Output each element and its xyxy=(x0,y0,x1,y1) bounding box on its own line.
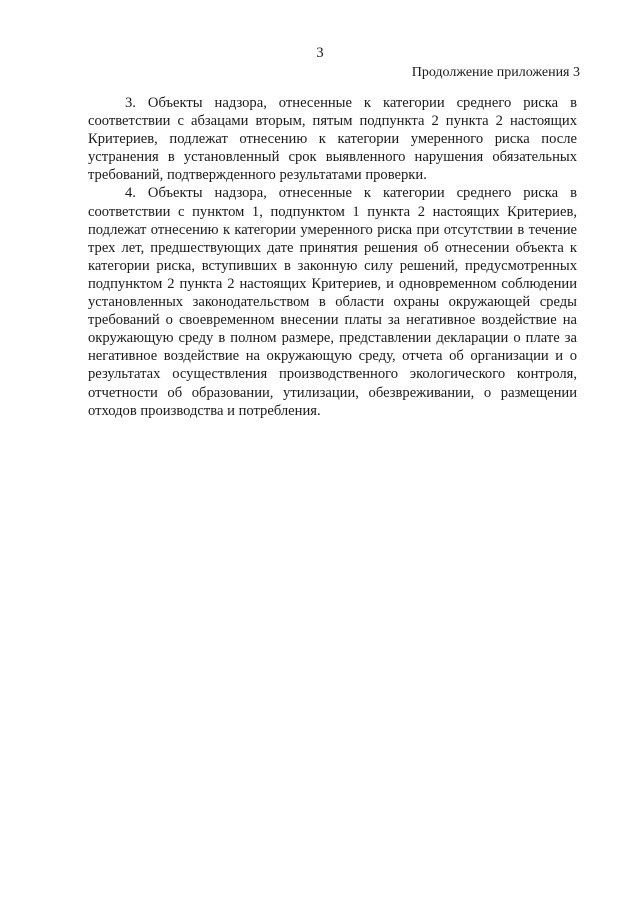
paragraph-3: 3. Объекты надзора, отнесенные к категории среднего риска в соответствии с абзацами вторым, пятым подпункта 2 пункта 2 настоящих Критериев, подлежат отнесению к категории умеренного риска после устранения в установленный срок выявленного нарушения обязательных требований, подтвержденного результатами проверки. xyxy=(88,95,577,184)
page-number: 3 xyxy=(316,45,324,61)
paragraph-4: 4. Объекты надзора, отнесенные к категории среднего риска в соответствии с пунктом 1, подпунктом 1 пункта 2 настоящих Критериев, подлежат отнесению к категории умеренного риска при отсутствии в течение трех лет, предшествующих дате принятия решения об отнесении объекта к категории риска, вступивших в законную силу решений, предусмотренных подпунктом 2 пункта 2 настоящих Критериев, и одновременном соблюдении установленных законодательством в области охраны окружающей среды требований о своевременном внесении платы за негативное воздействие на окружающую среду в полном размере, представлении декларации о плате за негативное воздействие на окружающую среду, отчета об организации и о результатах осуществления производственного экологического контроля, отчетности об образовании, утилизации, обезвреживании, о размещении отходов производства и потребления. xyxy=(88,185,577,419)
appendix-continuation-note: Продолжение приложения 3 xyxy=(411,65,580,80)
document-body xyxy=(88,94,577,420)
